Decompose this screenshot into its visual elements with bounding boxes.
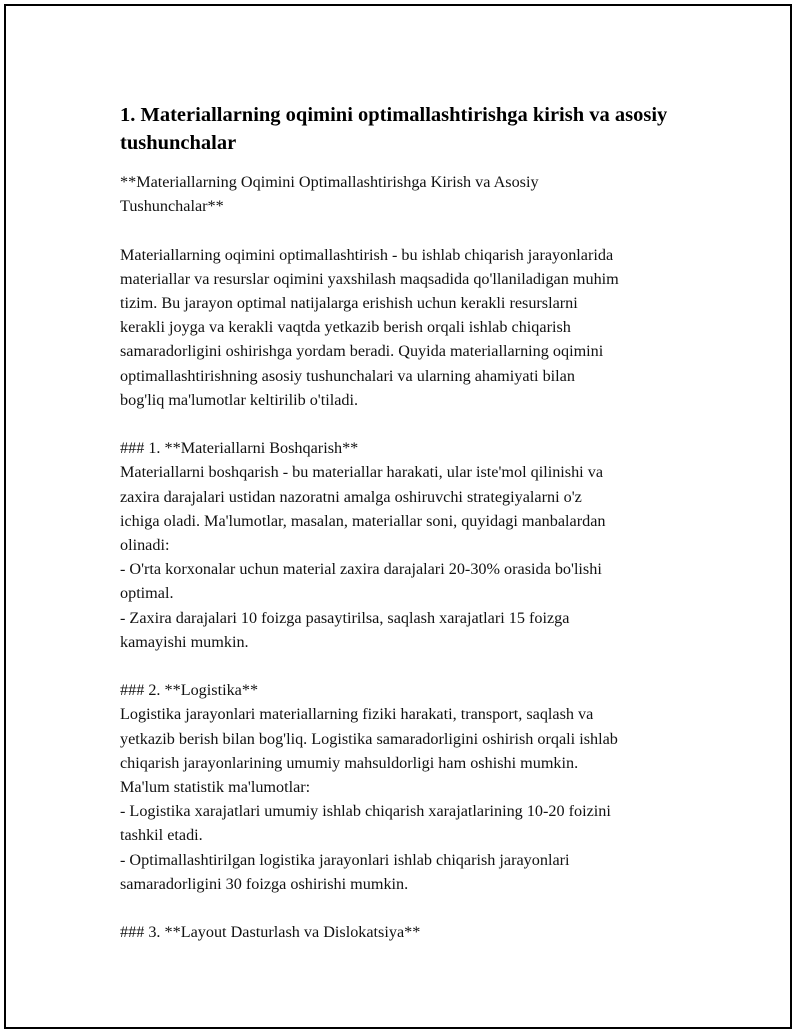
section-heading: ### 1. **Materiallarni Boshqarish** <box>120 439 359 458</box>
section-line: Materiallarni boshqarish - bu materiallar harakati, ular iste'mol qilinishi va <box>120 463 604 482</box>
paragraph-spacer <box>120 654 710 678</box>
section-logistika <box>120 678 710 896</box>
title-line: tushunchalar <box>120 132 237 154</box>
intro-paragraph <box>120 243 710 412</box>
section-line: Ma'lum statistik ma'lumotlar: <box>120 778 311 797</box>
section-line: yetkazib berish bilan bog'liq. Logistika samaradorligini oshirish orqali ishlab <box>120 729 618 748</box>
section-materiallarni-boshqarish <box>120 436 710 654</box>
section-heading: ### 3. **Layout Dasturlash va Dislokatsiya** <box>120 923 421 942</box>
list-item: - Zaxira darajalari 10 foizga pasaytirilsa, saqlash xarajatlari 15 foizga <box>120 608 570 627</box>
list-item: - O'rta korxonalar uchun material zaxira darajalari 20-30% orasida bo'lishi <box>120 560 602 579</box>
intro-line: Materiallarning oqimini optimallashtirish - bu ishlab chiqarish jarayonlarida <box>120 245 614 264</box>
subtitle-paragraph <box>120 170 710 218</box>
paragraph-spacer <box>120 218 710 242</box>
section-layout-dasturlash <box>120 920 710 944</box>
intro-line: materiallar va resurslar oqimini yaxshilash maqsadida qo'llaniladigan muhim <box>120 269 619 288</box>
section-heading: ### 2. **Logistika** <box>120 681 259 700</box>
section-line: ichiga oladi. Ma'lumotlar, masalan, materiallar soni, quyidagi manbalardan <box>120 511 606 530</box>
subtitle-line: **Materiallarning Oqimini Optimallashtirishga Kirish va Asosiy <box>120 173 539 191</box>
document-title <box>120 101 710 157</box>
intro-line: kerakli joyga va kerakli vaqtda yetkazib berish orqali ishlab chiqarish <box>120 318 571 337</box>
list-item-continuation: kamayishi mumkin. <box>120 632 249 651</box>
intro-line: tizim. Bu jarayon optimal natijalarga erishish uchun kerakli resurslarni <box>120 294 578 312</box>
intro-line: samaradorligini oshirishga yordam beradi. Quyida materiallarning oqimini <box>120 342 604 361</box>
list-item-continuation: tashkil etadi. <box>120 826 203 845</box>
paragraph-spacer <box>120 896 710 920</box>
list-item: - Logistika xarajatlari umumiy ishlab chiqarish xarajatlarining 10-20 foizini <box>120 802 611 821</box>
intro-line: bog'liq ma'lumotlar keltirilib o'tiladi. <box>120 390 359 409</box>
paragraph-spacer <box>120 412 710 436</box>
subtitle-line: Tushunchalar** <box>120 197 224 216</box>
section-line: chiqarish jarayonlarining umumiy mahsuldorligi ham oshishi mumkin. <box>120 753 579 772</box>
list-item-continuation: samaradorligini 30 foizga oshirishi mumkin. <box>120 874 409 893</box>
title-line: 1. Materiallarning oqimini optimallashtirishga kirish va asosiy <box>120 104 668 126</box>
section-line: Logistika jarayonlari materiallarning fiziki harakati, transport, saqlash va <box>120 705 594 724</box>
section-line: zaxira darajalari ustidan nazoratni amalga oshiruvchi strategiyalarni o'z <box>120 487 582 506</box>
list-item: - Optimallashtirilgan logistika jarayonlari ishlab chiqarish jarayonlari <box>120 850 570 869</box>
list-item-continuation: optimal. <box>120 584 174 603</box>
intro-line: optimallashtirishning asosiy tushunchalari va ularning ahamiyati bilan <box>120 366 575 385</box>
section-line: olinadi: <box>120 536 170 555</box>
document-content <box>120 101 710 944</box>
document-page <box>4 4 792 1029</box>
